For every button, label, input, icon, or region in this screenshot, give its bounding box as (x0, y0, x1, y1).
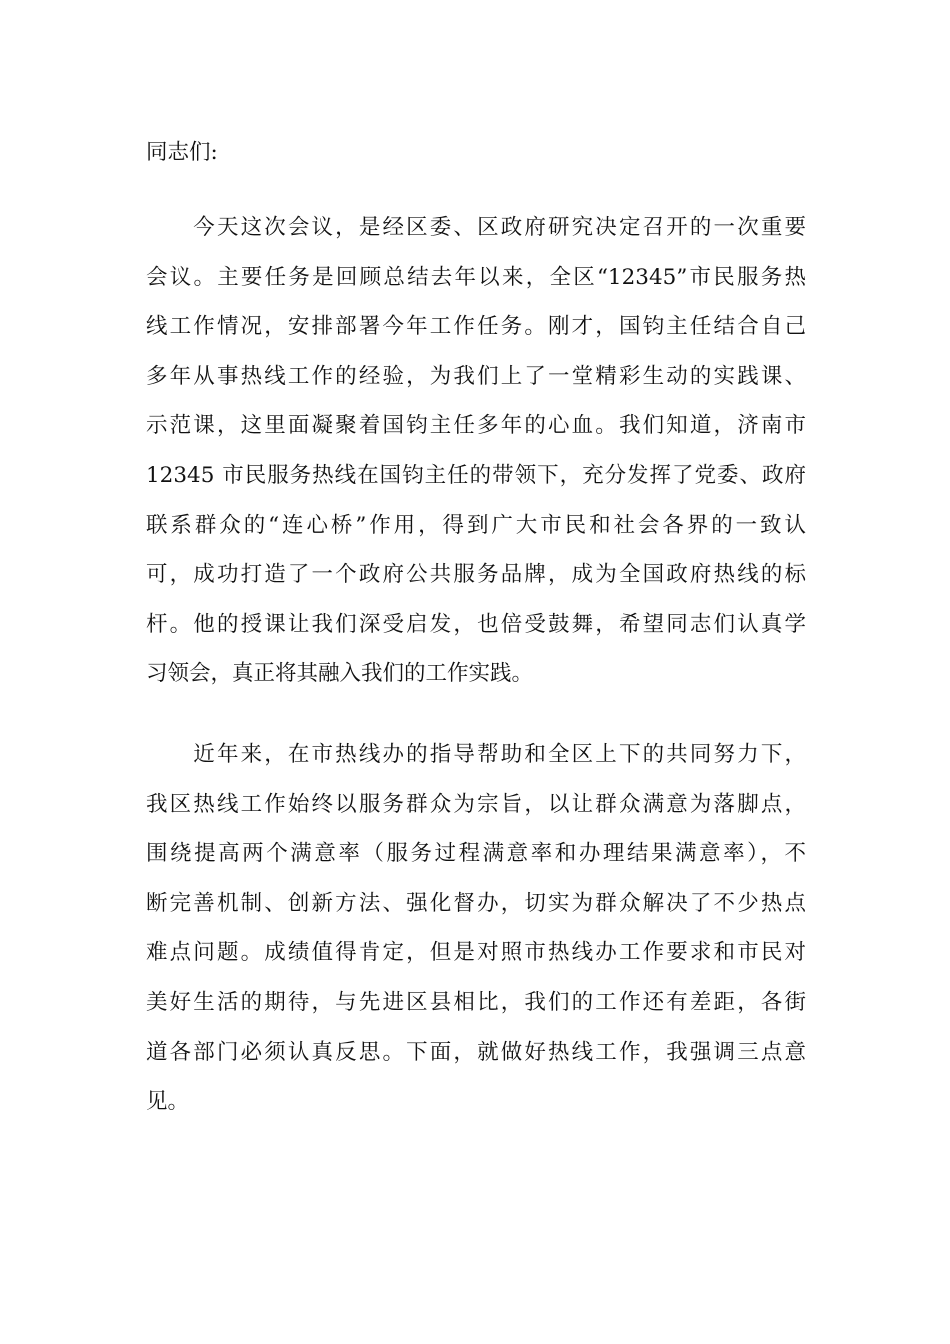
paragraph-line: 道各部门必须认真反思。下面，就做好热线工作，我强调三点意 (146, 1039, 806, 1065)
paragraph-line: 多年从事热线工作的经验，为我们上了一堂精彩生动的实践课、 (146, 363, 806, 389)
paragraph-line: 我区热线工作始终以服务群众为宗旨，以让群众满意为落脚点， (146, 791, 806, 817)
paragraph-line-last: 习领会，真正将其融入我们的工作实践。 (146, 661, 534, 687)
paragraph-line: 会议。主要任务是回顾总结去年以来，全区“12345”市民服务热 (146, 264, 806, 290)
salutation (146, 128, 806, 178)
paragraph-line: 难点问题。成绩值得肯定，但是对照市热线办工作要求和市民对 (146, 940, 806, 966)
paragraph-line: 杆。他的授课让我们深受启发，也倍受鼓舞，希望同志们认真学 (146, 611, 806, 637)
salutation-line: 同志们: (146, 140, 218, 165)
paragraph-line: 可，成功打造了一个政府公共服务品牌，成为全国政府热线的标 (146, 562, 806, 588)
paragraph-line: 近年来，在市热线办的指导帮助和全区上下的共同努力下， (146, 742, 806, 767)
paragraph-line: 示范课，这里面凝聚着国钧主任多年的心血。我们知道，济南市 (146, 413, 806, 439)
paragraph-line-last: 见。 (146, 1089, 190, 1115)
paragraph-line: 断完善机制、创新方法、强化督办，切实为群众解决了不少热点 (146, 890, 806, 916)
paragraph-line: 围绕提高两个满意率（服务过程满意率和办理结果满意率），不 (146, 841, 806, 867)
paragraph-2 (146, 730, 806, 1127)
paragraph-line: 联系群众的“连心桥”作用，得到广大市民和社会各界的一致认 (146, 512, 806, 538)
paragraph-line: 今天这次会议，是经区委、区政府研究决定召开的一次重要 (146, 215, 806, 240)
paragraph-1 (146, 203, 806, 699)
paragraph-line: 线工作情况，安排部署今年工作任务。刚才，国钧主任结合自己 (146, 314, 806, 340)
paragraph-line: 美好生活的期待，与先进区县相比，我们的工作还有差距，各街 (146, 989, 806, 1015)
paragraph-line: 12345 市民服务热线在国钧主任的带领下，充分发挥了党委、政府 (146, 462, 806, 488)
